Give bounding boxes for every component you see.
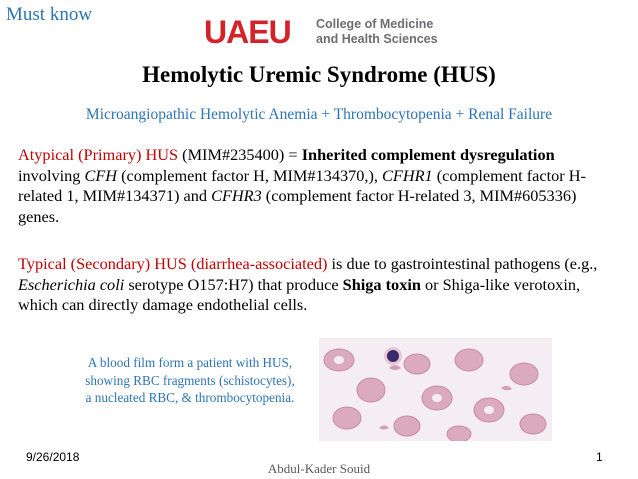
typical-text-3: or Shiga-like verotoxin, which can directly damage endothelial cells.: [18, 274, 581, 314]
blood-film-image: [319, 338, 552, 441]
atypical-text-4: (complement factor H-related 3, MIM#605336) genes.: [18, 186, 577, 226]
logo-line-2: and Health Sciences: [316, 32, 438, 46]
gene-cfhr3: CFHR3: [211, 186, 262, 205]
caption-line-1: A blood film form a patient with HUS,: [87, 355, 293, 370]
page-subtitle: Microangiopathic Hemolytic Anemia + Thrombocytopenia + Renal Failure: [85, 106, 553, 123]
atypical-mim: (MIM#235400) =: [178, 145, 302, 164]
atypical-hus-paragraph: [18, 145, 618, 227]
gene-cfh: CFH: [84, 165, 118, 185]
footer-author: Abdul-Kader Souid: [267, 461, 371, 476]
logo-mark: UAEU: [204, 14, 291, 50]
organism-name: Escherichia coli: [18, 274, 125, 294]
atypical-strong: Inherited complement dysregulation: [301, 145, 555, 164]
footer-date: 9/26/2018: [26, 450, 80, 464]
atypical-hus-label: Atypical (Primary) HUS: [18, 145, 179, 164]
typical-hus-paragraph: [18, 254, 618, 316]
page-number: 1: [596, 450, 603, 464]
typical-text-2: serotype O157:H7) that produce: [124, 274, 343, 294]
atypical-text-1: involving: [18, 165, 85, 185]
typical-strong: Shiga toxin: [342, 274, 421, 294]
atypical-text-3: (complement factor H-related 1, MIM#134371) and: [18, 165, 586, 205]
uaeu-logo: [204, 12, 454, 52]
must-know-tag: Must know: [6, 4, 93, 25]
gene-cfhr1: CFHR1: [382, 165, 433, 185]
logo-line-1: College of Medicine: [316, 17, 434, 31]
atypical-text-2: (complement factor H, MIM#134370,),: [117, 165, 383, 185]
caption-line-2: showing RBC fragments (schistocytes),: [85, 372, 295, 388]
caption-line-3: a nucleated RBC, & thrombocytopenia.: [85, 390, 295, 405]
blood-film-caption: [64, 354, 316, 407]
logo-text: [316, 17, 438, 47]
typical-hus-label: Typical (Secondary) HUS (diarrhea-associated): [18, 254, 328, 273]
page-title: Hemolytic Uremic Syndrome (HUS): [142, 62, 496, 87]
typical-text-1: is due to gastrointestinal pathogens (e.g.,: [327, 254, 598, 273]
